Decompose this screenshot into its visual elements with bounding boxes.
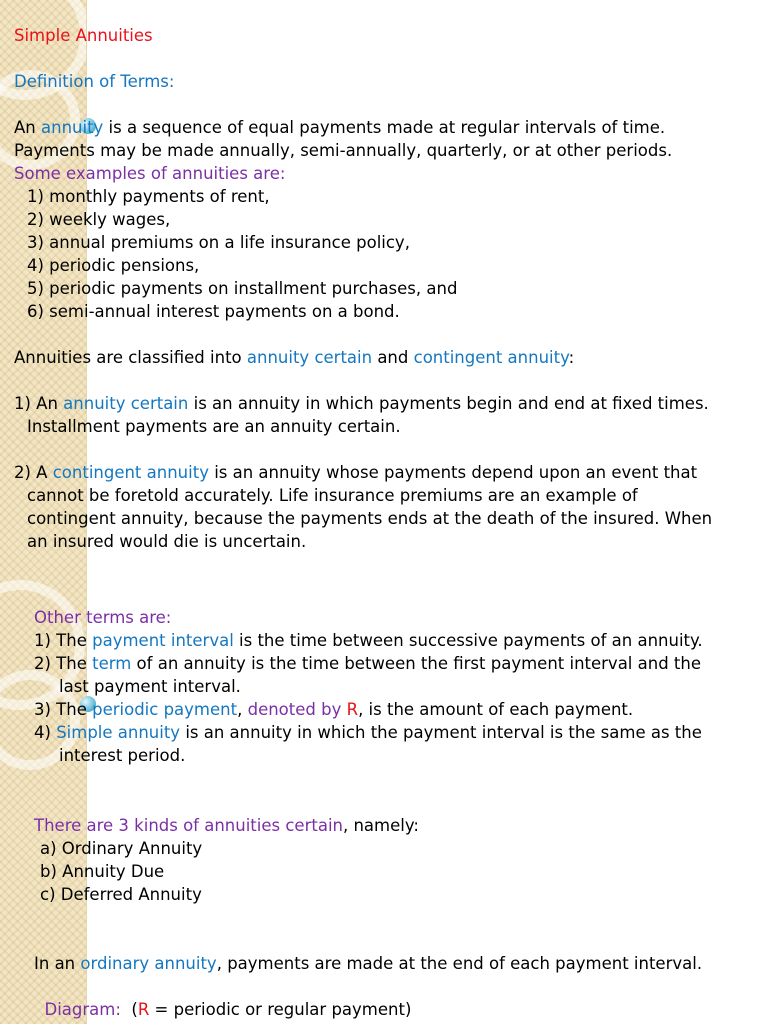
- definition-heading: [14, 70, 174, 93]
- contingent-definition-line-2: cannot be foretold accurately. Life insurance premiums are an example of: [27, 486, 638, 505]
- diagram-open-paren: (: [120, 1000, 138, 1019]
- kind-item: a) Ordinary Annuity: [40, 839, 203, 858]
- kinds-heading: [34, 814, 419, 837]
- intro-line-2: Payments may be made annually, semi-annually, quarterly, or at other periods.: [14, 141, 673, 160]
- term-term: term: [92, 654, 132, 673]
- contingent-rest: is an annuity whose payments depend upon an event that: [208, 463, 698, 482]
- term-2-pre: 2) The: [34, 654, 93, 673]
- term-3-pre: 3) The: [34, 700, 93, 719]
- diagram-line: [34, 975, 411, 1021]
- term-1-rest: is the time between successive payments of an annuity.: [233, 631, 703, 650]
- diagram-legend: = periodic or regular payment): [149, 1000, 412, 1019]
- symbol-r: R: [137, 1000, 150, 1019]
- classification-pre: Annuities are classified into: [14, 348, 247, 367]
- kind-item: c) Deferred Annuity: [40, 885, 202, 904]
- certain-rest: is an annuity in which payments begin and end at fixed times.: [188, 394, 709, 413]
- other-term-3: [34, 698, 633, 721]
- kinds-namely: , namely:: [342, 816, 419, 835]
- term-4-rest: is an annuity in which the payment interval is the same as the: [180, 723, 702, 742]
- contingent-pre: 2) A: [14, 463, 53, 482]
- other-term-4-line-2: interest period.: [59, 746, 186, 765]
- term-ordinary-annuity: ordinary annuity: [80, 954, 217, 973]
- contingent-definition-line-1: [14, 461, 697, 484]
- term-contingent-annuity: contingent annuity: [52, 463, 209, 482]
- term-4-pre: 4): [34, 723, 57, 742]
- kind-item: b) Annuity Due: [40, 862, 165, 881]
- kinds-heading-text: There are 3 kinds of annuities certain: [34, 816, 343, 835]
- term-annuity: annuity: [41, 118, 104, 137]
- term-1-pre: 1) The: [34, 631, 93, 650]
- example-item: 5) periodic payments on installment purchases, and: [27, 279, 458, 298]
- classification-and: and: [372, 348, 414, 367]
- definition-heading-text: Definition of Terms: [14, 72, 169, 91]
- example-item: 1) monthly payments of rent,: [27, 187, 270, 206]
- term-3-comma: ,: [237, 700, 248, 719]
- definition-colon: :: [168, 72, 175, 91]
- term-denoted-by: denoted by: [247, 700, 347, 719]
- ordinary-annuity-line: [34, 952, 702, 975]
- example-item: 6) semi-annual interest payments on a bond.: [27, 302, 400, 321]
- certain-definition-line-1: [14, 392, 709, 415]
- classification-line: [14, 346, 574, 369]
- other-term-1: [34, 629, 703, 652]
- term-annuity-certain: annuity certain: [63, 394, 189, 413]
- example-item: 4) periodic pensions,: [27, 256, 200, 275]
- examples-heading: Some examples of annuities are:: [14, 164, 286, 183]
- term-annuity-certain: annuity certain: [246, 348, 373, 367]
- page-title: Simple Annuities: [14, 26, 153, 45]
- contingent-definition-line-4: an insured would die is uncertain.: [27, 532, 307, 551]
- symbol-r: R: [346, 700, 359, 719]
- other-terms-heading: Other terms are:: [34, 608, 172, 627]
- example-item: 3) annual premiums on a life insurance policy,: [27, 233, 410, 252]
- term-payment-interval: payment interval: [92, 631, 234, 650]
- certain-pre: 1) An: [14, 394, 64, 413]
- term-contingent-annuity: contingent annuity: [413, 348, 569, 367]
- term-2-rest: of an annuity is the time between the first payment interval and the: [131, 654, 702, 673]
- other-term-2: [34, 652, 701, 675]
- term-periodic-payment: periodic payment: [92, 700, 238, 719]
- other-term-4: [34, 721, 702, 744]
- other-term-2-line-2: last payment interval.: [59, 677, 241, 696]
- diagram-label: Diagram:: [44, 1000, 121, 1019]
- ordinary-rest: , payments are made at the end of each payment interval.: [216, 954, 703, 973]
- intro-an: An: [14, 118, 41, 137]
- intro-rest: is a sequence of equal payments made at regular intervals of time.: [103, 118, 666, 137]
- contingent-definition-line-3: contingent annuity, because the payments ends at the death of the insured. When: [27, 509, 713, 528]
- intro-line-1: [14, 116, 665, 139]
- term-3-rest: , is the amount of each payment.: [358, 700, 634, 719]
- ordinary-pre: In an: [34, 954, 81, 973]
- classification-end: :: [568, 348, 575, 367]
- term-simple-annuity: Simple annuity: [56, 723, 181, 742]
- certain-definition-line-2: Installment payments are an annuity certain.: [27, 417, 401, 436]
- example-item: 2) weekly wages,: [27, 210, 171, 229]
